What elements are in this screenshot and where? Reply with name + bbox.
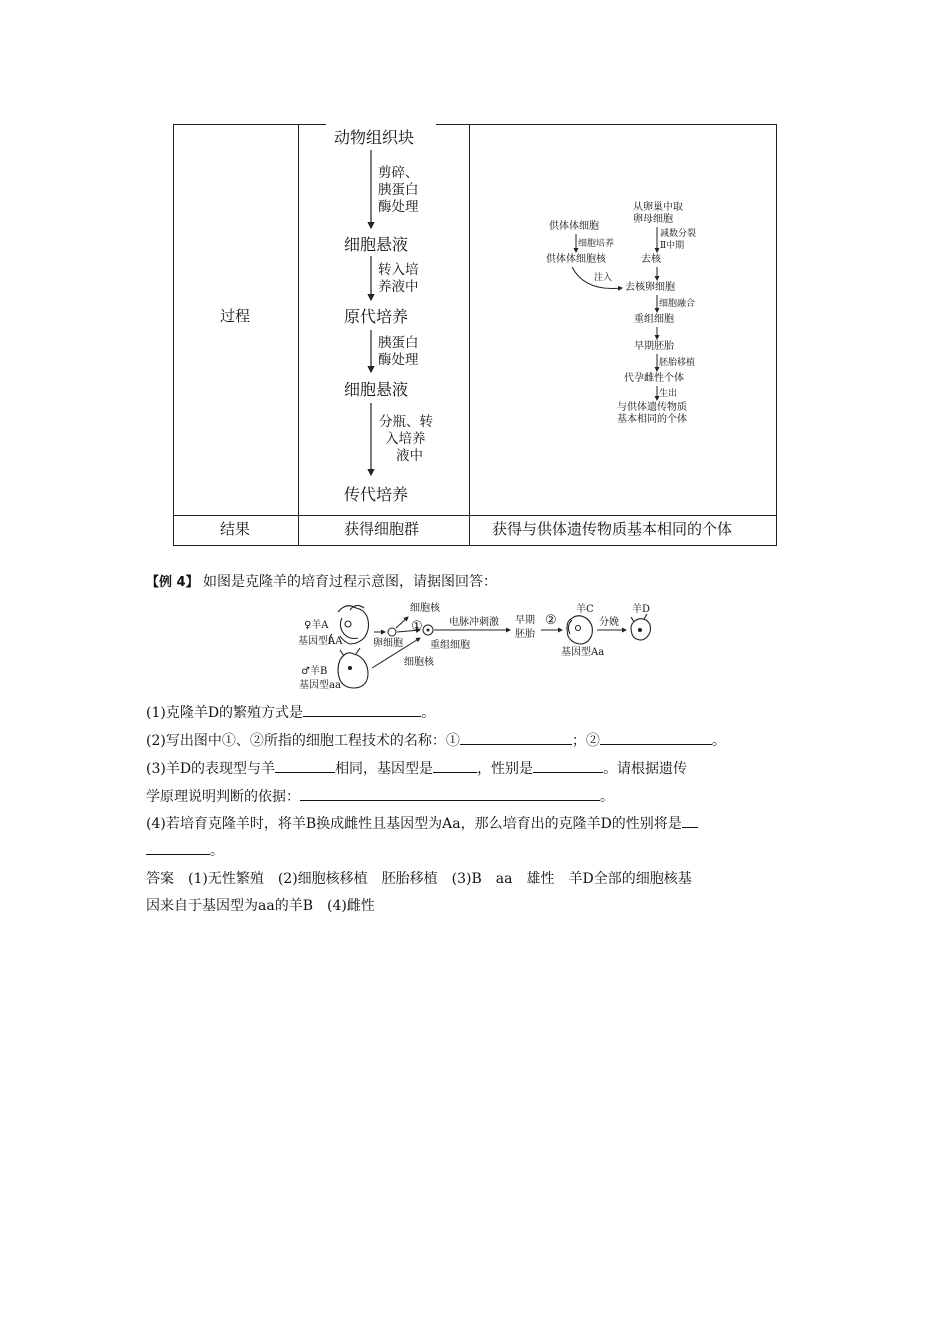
question-3: (3)羊D的表现型与羊 相同，基因型是 ，性别是 。请根据遗传 xyxy=(146,761,688,777)
clone-offspring: 基本相同的个体 xyxy=(617,414,687,425)
flow-step-passage: 传代培养 xyxy=(344,485,409,504)
question-2: (2)写出图中①、②所指的细胞工程技术的名称：① ；② 。 xyxy=(146,733,726,749)
fig-sheep-b: ♂羊B xyxy=(301,666,328,677)
answer-blank xyxy=(682,816,698,828)
clone-enucleated-oocyte: 去核卵细胞 xyxy=(625,282,675,293)
clone-oocyte-source: 卵母细胞 xyxy=(633,214,673,225)
clone-donor-nucleus: 供体体细胞核 xyxy=(546,254,606,265)
question-4-cont: 。 xyxy=(146,840,224,860)
fig-sheep-a: ♀羊A xyxy=(304,620,329,631)
clone-enucleate: 去核 xyxy=(641,254,661,265)
sheep-c-icon xyxy=(567,616,592,644)
question-1: (1)克隆羊D的繁殖方式是 。 xyxy=(146,705,436,721)
result-culture: 获得细胞群 xyxy=(344,520,420,538)
flow-note: 养液中 xyxy=(378,279,419,295)
fig-early-embryo: 早期 xyxy=(515,615,535,626)
fig-egg-cell: 卵细胞 xyxy=(373,638,403,649)
flow-note: 酶处理 xyxy=(378,199,419,215)
fig-genotype-b: 基因型aa xyxy=(299,680,341,691)
answer-blank xyxy=(600,733,712,745)
answer-blank xyxy=(275,761,335,773)
fig-sheep-c: 羊C xyxy=(576,604,594,615)
row-label-result: 结果 xyxy=(220,520,251,538)
sheep-d-icon xyxy=(631,614,651,640)
result-clone: 获得与供体遗传物质基本相同的个体 xyxy=(492,520,733,538)
flow-note: 胰蛋白 xyxy=(378,335,419,351)
clone-oocyte-source: 从卵巢中取 xyxy=(633,202,683,213)
fig-step-1: ① xyxy=(411,619,423,634)
answer-blank xyxy=(303,705,421,717)
sheep-b-icon xyxy=(338,648,368,688)
flow-note: 酶处理 xyxy=(378,352,419,368)
flow-step-tissue: 动物组织块 xyxy=(334,128,415,147)
flow-step-suspension: 细胞悬液 xyxy=(344,380,409,399)
fig-sheep-d: 羊D xyxy=(632,604,651,615)
clone-offspring: 与供体遗传物质 xyxy=(617,402,687,413)
flow-step-suspension: 细胞悬液 xyxy=(344,235,409,254)
clone-note: 胚胎移植 xyxy=(659,358,696,368)
answer-blank xyxy=(433,761,477,773)
flow-note: 转入培 xyxy=(378,262,419,278)
flow-note: 液中 xyxy=(396,448,423,464)
fig-early-embryo: 胚胎 xyxy=(515,629,535,640)
clone-early-embryo: 早期胚胎 xyxy=(634,341,674,352)
question-4: (4)若培育克隆羊时，将羊B换成雌性且基因型为Aa，那么培育出的克隆羊D的性别将是 xyxy=(146,813,698,833)
answer-line: 因来自于基因型为aa的羊B (4)雌性 xyxy=(146,898,375,914)
fig-nucleus-top: 细胞核 xyxy=(410,603,440,614)
clone-note: 减数分裂 xyxy=(660,229,697,239)
answer-blank xyxy=(300,789,600,801)
clone-recombined: 重组细胞 xyxy=(634,314,674,325)
clone-note: 生出 xyxy=(659,389,678,399)
row-label-process: 过程 xyxy=(220,307,251,325)
example-label: 【例 4】 xyxy=(146,575,199,590)
clone-surrogate: 代孕雌性个体 xyxy=(624,373,684,384)
flow-note: 入培养 xyxy=(385,431,426,447)
clone-donor-cell: 供体体细胞 xyxy=(549,221,599,232)
fig-delivery: 分娩 xyxy=(599,617,619,628)
flow-step-primary: 原代培养 xyxy=(344,307,409,326)
fig-step-2: ② xyxy=(545,613,557,628)
answer-blank xyxy=(146,843,210,855)
fig-recombined: 重组细胞 xyxy=(430,640,470,651)
question-3-cont: 学原理说明判断的依据： 。 xyxy=(146,789,614,805)
clone-note: Ⅱ中期 xyxy=(660,241,685,251)
fig-genotype-c: 基因型Aa xyxy=(561,647,605,658)
flow-note: 胰蛋白 xyxy=(378,182,419,198)
flow-note: 剪碎、 xyxy=(378,165,419,181)
answer-blank xyxy=(460,733,572,745)
answer-blank xyxy=(533,761,603,773)
clone-note: 注入 xyxy=(594,273,613,283)
fig-nucleus-bottom: 细胞核 xyxy=(404,657,434,668)
fig-genotype-a: 基因型AA xyxy=(298,636,343,647)
example-prompt: 如图是克隆羊的培育过程示意图，请据图回答： xyxy=(203,574,498,590)
fig-electric: 电脉冲刺激 xyxy=(449,617,499,628)
clone-note: 细胞培养 xyxy=(578,239,615,249)
flow-note: 分瓶、转 xyxy=(379,414,433,430)
answer-line: 答案 (1)无性繁殖 (2)细胞核移植 胚胎移植 (3)B aa 雄性 羊D全部的细胞核基 xyxy=(146,871,692,887)
clone-note: 细胞融合 xyxy=(659,299,696,309)
